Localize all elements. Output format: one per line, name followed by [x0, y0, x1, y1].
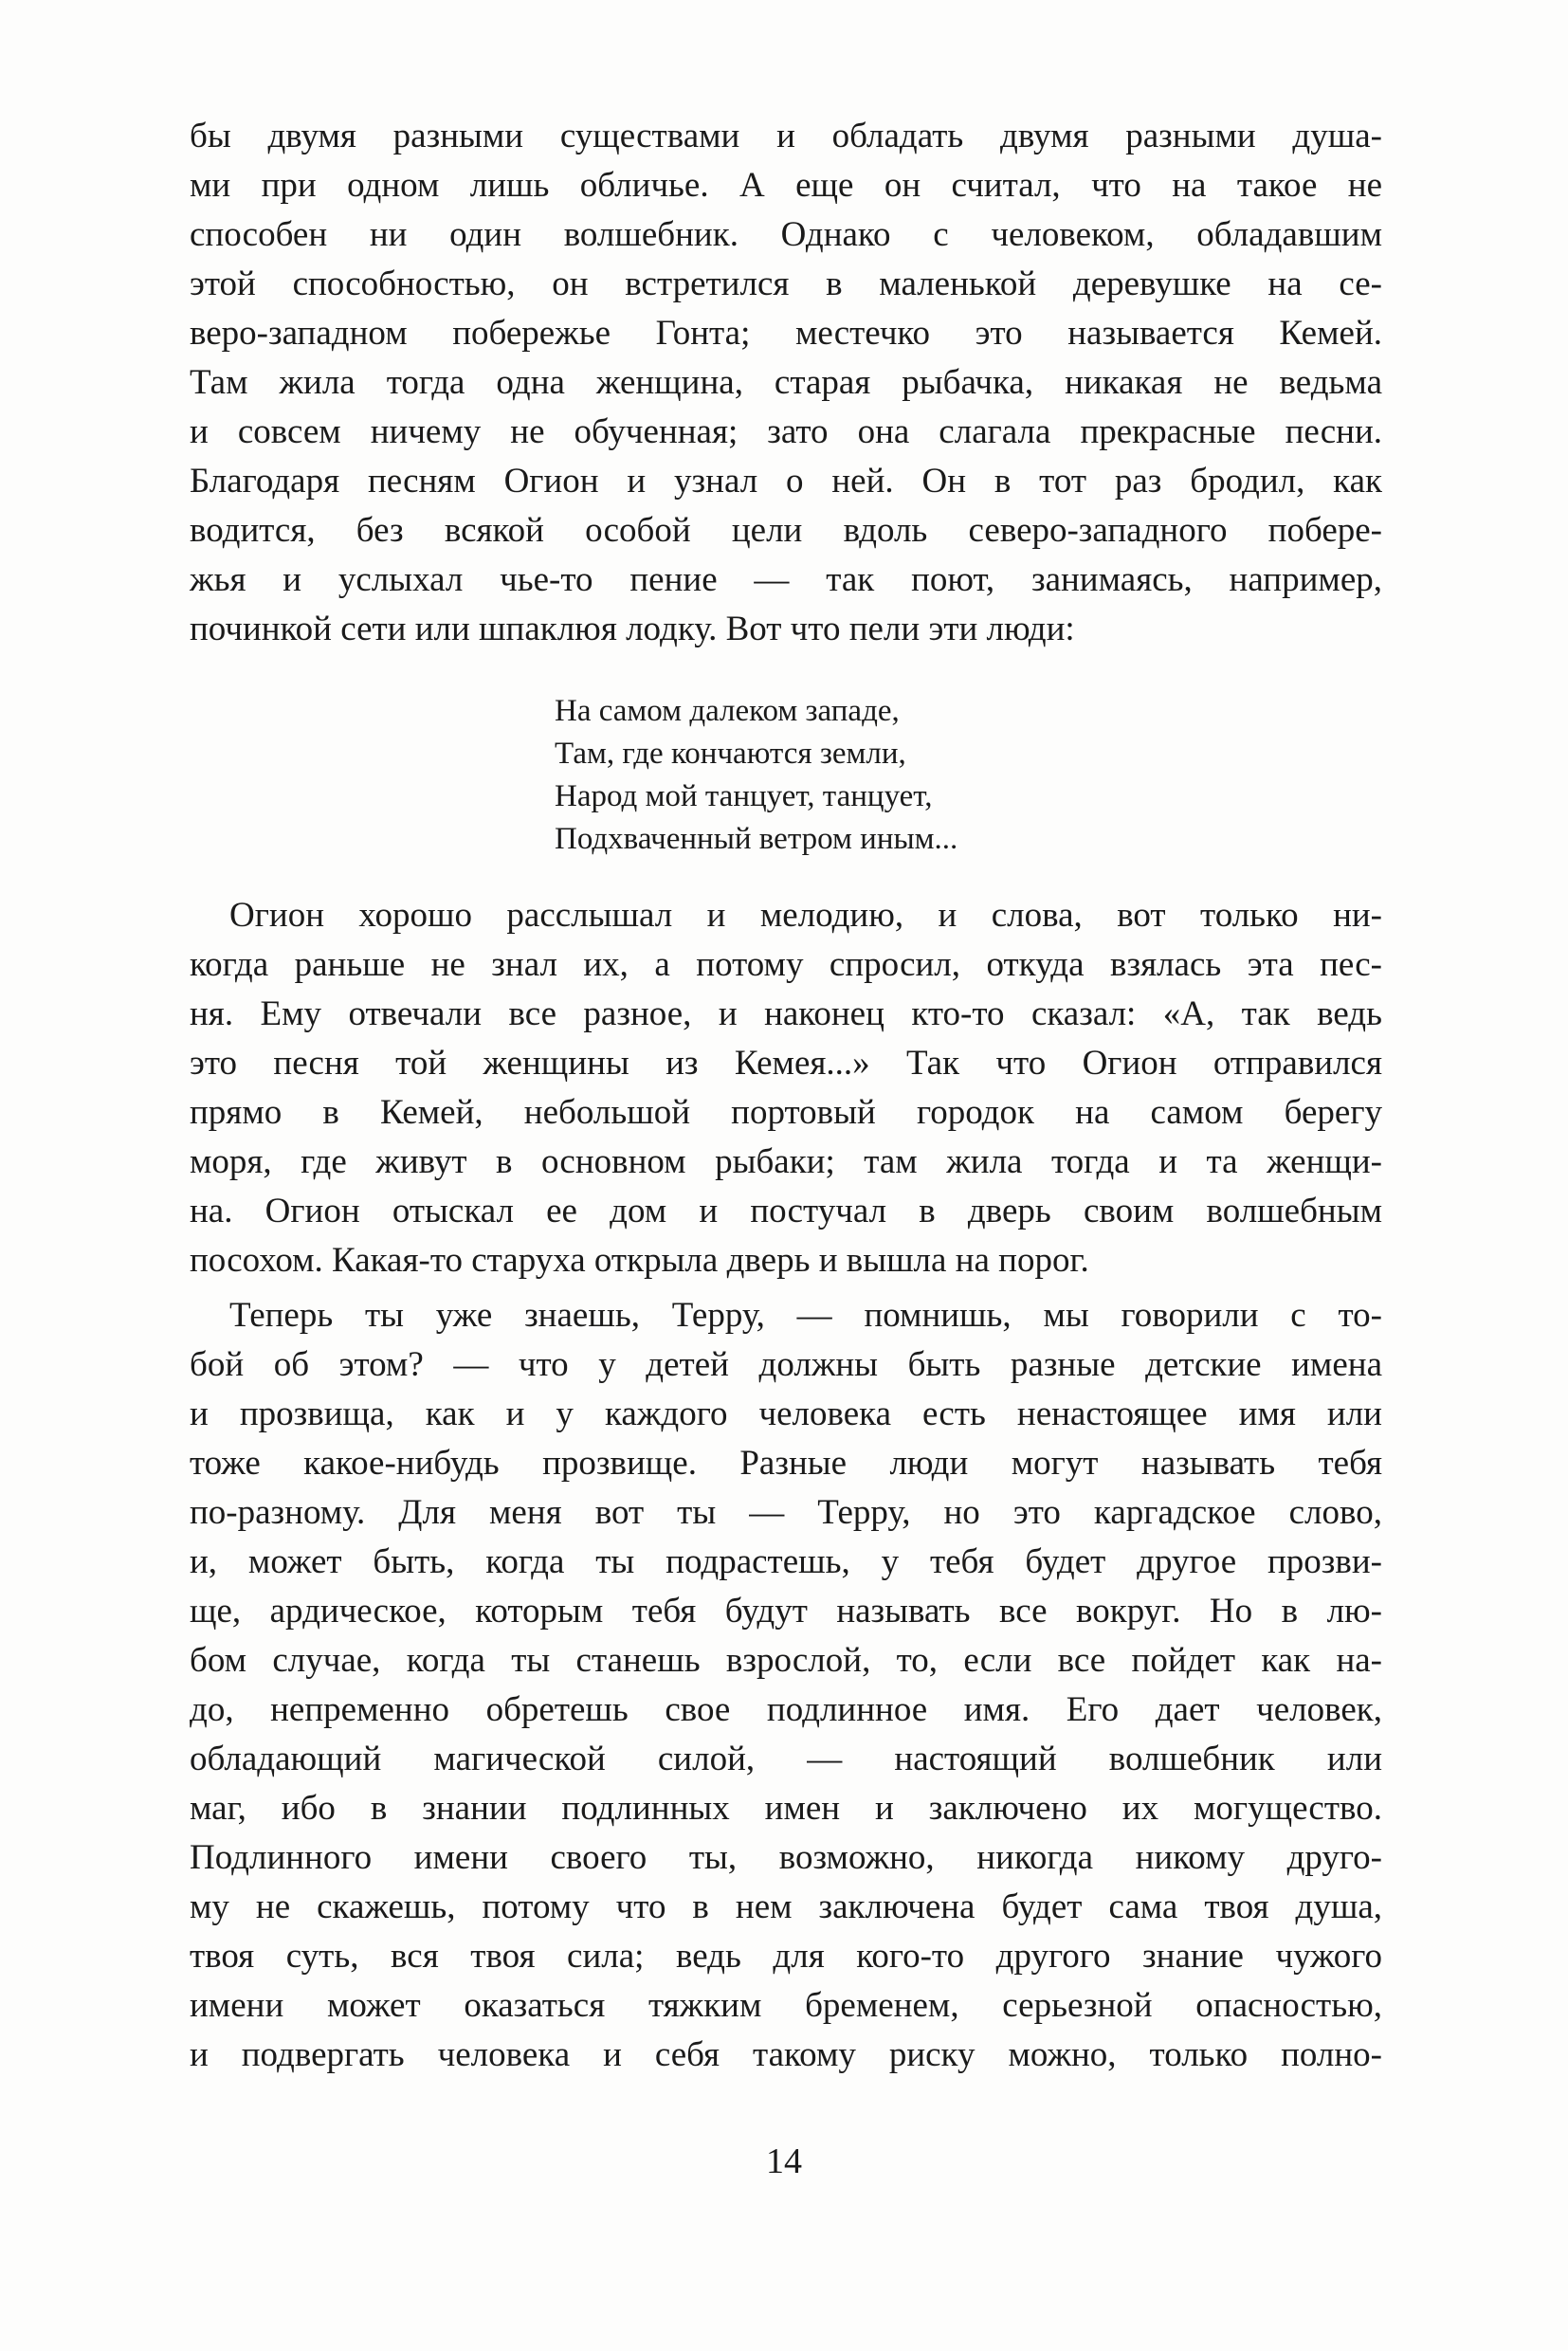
text-line: ми при одном лишь обличье. А еще он считал, что на такое не [190, 166, 1382, 205]
paragraph-3 [190, 1291, 1382, 2080]
text-line: бом случае, когда ты станешь взрослой, то, если все пойдет как на- [190, 1641, 1382, 1680]
text-line: моря, где живут в основном рыбаки; там жила тогда и та женщи- [190, 1142, 1382, 1181]
text-line: прямо в Кемей, небольшой портовый городок на самом берегу [190, 1093, 1382, 1132]
poem-verse [555, 690, 957, 861]
poem-line: Там, где кончаются земли, [555, 737, 906, 771]
text-line: и, может быть, когда ты подрастешь, у тебя будет другое прозви- [190, 1542, 1382, 1581]
text-line: му не скажешь, потому что в нем заключена будет сама твоя душа, [190, 1887, 1382, 1926]
text-line: это песня той женщины из Кемея...» Так что Огион отправился [190, 1044, 1382, 1083]
text-line: и совсем ничему не обученная; зато она слагала прекрасные песни. [190, 412, 1382, 451]
text-line: и подвергать человека и себя такому риску можно, только полно- [190, 2035, 1382, 2074]
paragraph-1 [190, 112, 1382, 654]
text-line: веро-западном побережье Гонта; местечко это называется Кемей. [190, 314, 1382, 353]
text-line: твоя суть, вся твоя сила; ведь для кого-то другого знание чужого [190, 1937, 1382, 1976]
text-line: этой способностью, он встретился в маленькой деревушке на се- [190, 264, 1382, 303]
text-line: когда раньше не знал их, а потому спросил, откуда взялась эта пес- [190, 945, 1382, 984]
text-line: имени может оказаться тяжким бременем, серьезной опасностью, [190, 1986, 1382, 2025]
paragraph-2 [190, 891, 1382, 1285]
text-line: и прозвища, как и у каждого человека есть ненастоящее имя или [190, 1394, 1382, 1433]
text-line: жья и услыхал чье-то пение — так поют, занимаясь, например, [190, 560, 1382, 599]
text-line: по-разному. Для меня вот ты — Терру, но это каргадское слово, [190, 1493, 1382, 1532]
text-line: Теперь ты уже знаешь, Терру, — помнишь, мы говорили с то- [229, 1296, 1382, 1335]
text-line: обладающий магической силой, — настоящий волшебник или [190, 1740, 1382, 1778]
text-line: маг, ибо в знании подлинных имен и заключено их могущество. [190, 1789, 1382, 1828]
text-line: посохом. Какая-то старуха открыла дверь и вышла на порог. [190, 1241, 1089, 1280]
poem-line: На самом далеком западе, [555, 694, 900, 728]
text-line: Подлинного имени своего ты, возможно, никогда никому друго- [190, 1838, 1382, 1877]
text-line: способен ни один волшебник. Однако с человеком, обладавшим [190, 215, 1382, 254]
text-line: тоже какое-нибудь прозвище. Разные люди могут называть тебя [190, 1444, 1382, 1483]
text-line: Там жила тогда одна женщина, старая рыбачка, никакая не ведьма [190, 363, 1382, 402]
text-line: ще, ардическое, которым тебя будут называть все вокруг. Но в лю- [190, 1592, 1382, 1631]
text-line: водится, без всякой особой цели вдоль северо-западного побере- [190, 511, 1382, 550]
text-line: до, непременно обретешь свое подлинное имя. Его дает человек, [190, 1690, 1382, 1729]
text-line: бы двумя разными существами и обладать двумя разными душа- [190, 117, 1382, 155]
text-line: Благодаря песням Огион и узнал о ней. Он в тот раз бродил, как [190, 462, 1382, 501]
poem-line: Подхваченный ветром иным... [555, 822, 958, 856]
text-line: Огион хорошо расслышал и мелодию, и слова, вот только ни- [229, 896, 1382, 935]
text-line: на. Огион отыскал ее дом и постучал в дверь своим волшебным [190, 1192, 1382, 1230]
text-line: бой об этом? — что у детей должны быть разные детские имена [190, 1345, 1382, 1384]
poem-line: Народ мой танцует, танцует, [555, 779, 933, 813]
text-line: ня. Ему отвечали все разное, и наконец кто-то сказал: «А, так ведь [190, 994, 1382, 1033]
text-line: починкой сети или шпаклюя лодку. Вот что пели эти люди: [190, 610, 1075, 648]
page-number: 14 [766, 2141, 802, 2181]
